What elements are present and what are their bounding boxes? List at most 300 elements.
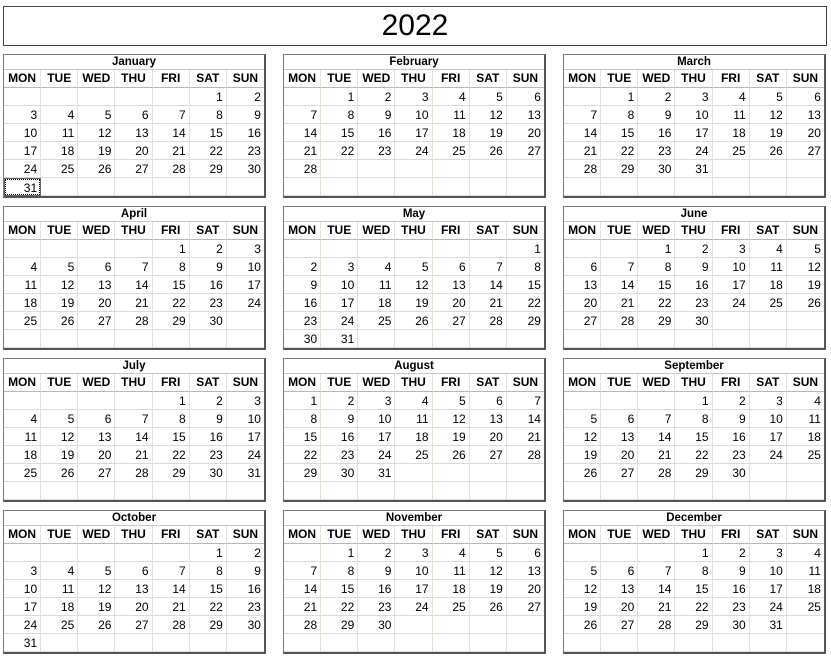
day-cell[interactable]: 28 bbox=[638, 616, 675, 634]
day-cell[interactable]: 6 bbox=[601, 562, 638, 580]
day-cell[interactable]: 9 bbox=[713, 410, 750, 428]
day-cell[interactable]: 10 bbox=[321, 276, 358, 294]
empty-cell[interactable] bbox=[190, 178, 227, 196]
day-cell[interactable]: 2 bbox=[190, 392, 227, 410]
day-cell[interactable]: 5 bbox=[395, 258, 432, 276]
empty-cell[interactable] bbox=[750, 160, 787, 178]
empty-cell[interactable] bbox=[470, 160, 507, 178]
day-cell[interactable]: 17 bbox=[4, 142, 41, 160]
day-cell[interactable]: 2 bbox=[190, 240, 227, 258]
day-cell[interactable]: 26 bbox=[395, 312, 432, 330]
day-cell[interactable]: 30 bbox=[675, 312, 712, 330]
day-cell[interactable]: 18 bbox=[4, 446, 41, 464]
day-cell[interactable]: 17 bbox=[395, 580, 432, 598]
day-cell[interactable]: 3 bbox=[358, 392, 395, 410]
day-cell[interactable]: 23 bbox=[227, 598, 264, 616]
day-cell[interactable]: 5 bbox=[78, 562, 115, 580]
day-cell[interactable]: 10 bbox=[4, 124, 41, 142]
empty-cell[interactable] bbox=[284, 544, 321, 562]
empty-cell[interactable] bbox=[227, 330, 264, 348]
day-cell[interactable]: 2 bbox=[713, 392, 750, 410]
day-cell[interactable]: 15 bbox=[675, 428, 712, 446]
empty-cell[interactable] bbox=[395, 482, 432, 500]
day-cell[interactable]: 18 bbox=[713, 124, 750, 142]
empty-cell[interactable] bbox=[470, 330, 507, 348]
empty-cell[interactable] bbox=[284, 240, 321, 258]
day-cell[interactable]: 6 bbox=[601, 410, 638, 428]
empty-cell[interactable] bbox=[433, 330, 470, 348]
day-cell[interactable]: 17 bbox=[358, 428, 395, 446]
day-cell[interactable]: 24 bbox=[358, 446, 395, 464]
day-cell[interactable]: 12 bbox=[564, 580, 601, 598]
day-cell[interactable]: 9 bbox=[358, 106, 395, 124]
day-cell[interactable]: 11 bbox=[713, 106, 750, 124]
day-cell[interactable]: 26 bbox=[433, 446, 470, 464]
empty-cell[interactable] bbox=[4, 544, 41, 562]
day-cell[interactable]: 17 bbox=[750, 428, 787, 446]
empty-cell[interactable] bbox=[78, 178, 115, 196]
empty-cell[interactable] bbox=[601, 544, 638, 562]
day-cell[interactable]: 11 bbox=[41, 124, 78, 142]
empty-cell[interactable] bbox=[433, 634, 470, 652]
day-cell[interactable]: 7 bbox=[507, 392, 544, 410]
day-cell[interactable]: 22 bbox=[153, 446, 190, 464]
day-cell[interactable]: 11 bbox=[433, 106, 470, 124]
day-cell[interactable]: 23 bbox=[713, 598, 750, 616]
empty-cell[interactable] bbox=[284, 88, 321, 106]
day-cell[interactable]: 20 bbox=[115, 142, 152, 160]
day-cell[interactable]: 6 bbox=[787, 88, 824, 106]
day-cell[interactable]: 21 bbox=[470, 294, 507, 312]
empty-cell[interactable] bbox=[601, 392, 638, 410]
day-cell[interactable]: 23 bbox=[638, 142, 675, 160]
day-cell[interactable]: 4 bbox=[4, 410, 41, 428]
empty-cell[interactable] bbox=[470, 240, 507, 258]
day-cell[interactable]: 21 bbox=[284, 142, 321, 160]
day-cell[interactable]: 18 bbox=[4, 294, 41, 312]
day-cell[interactable]: 8 bbox=[638, 258, 675, 276]
day-cell[interactable]: 31 bbox=[227, 464, 264, 482]
empty-cell[interactable] bbox=[601, 634, 638, 652]
day-cell[interactable]: 29 bbox=[675, 616, 712, 634]
empty-cell[interactable] bbox=[750, 330, 787, 348]
empty-cell[interactable] bbox=[564, 178, 601, 196]
day-cell[interactable]: 5 bbox=[787, 240, 824, 258]
day-cell[interactable]: 22 bbox=[675, 446, 712, 464]
day-cell[interactable]: 9 bbox=[284, 276, 321, 294]
day-cell[interactable]: 9 bbox=[638, 106, 675, 124]
day-cell[interactable]: 19 bbox=[41, 294, 78, 312]
day-cell[interactable]: 8 bbox=[321, 106, 358, 124]
day-cell[interactable]: 6 bbox=[115, 106, 152, 124]
day-cell[interactable]: 6 bbox=[78, 258, 115, 276]
empty-cell[interactable] bbox=[4, 240, 41, 258]
day-cell[interactable]: 31 bbox=[750, 616, 787, 634]
empty-cell[interactable] bbox=[78, 392, 115, 410]
empty-cell[interactable] bbox=[41, 634, 78, 652]
empty-cell[interactable] bbox=[638, 634, 675, 652]
day-cell[interactable]: 8 bbox=[190, 106, 227, 124]
day-cell[interactable]: 30 bbox=[190, 464, 227, 482]
day-cell[interactable]: 11 bbox=[4, 276, 41, 294]
day-cell[interactable]: 26 bbox=[470, 142, 507, 160]
day-cell[interactable]: 24 bbox=[321, 312, 358, 330]
day-cell[interactable]: 25 bbox=[395, 446, 432, 464]
day-cell[interactable]: 12 bbox=[787, 258, 824, 276]
day-cell[interactable]: 29 bbox=[153, 464, 190, 482]
empty-cell[interactable] bbox=[41, 544, 78, 562]
day-cell[interactable]: 22 bbox=[190, 142, 227, 160]
day-cell[interactable]: 19 bbox=[564, 598, 601, 616]
empty-cell[interactable] bbox=[470, 178, 507, 196]
day-cell[interactable]: 28 bbox=[601, 312, 638, 330]
empty-cell[interactable] bbox=[638, 392, 675, 410]
day-cell[interactable]: 17 bbox=[227, 428, 264, 446]
day-cell[interactable]: 20 bbox=[787, 124, 824, 142]
day-cell[interactable]: 9 bbox=[190, 410, 227, 428]
day-cell[interactable]: 10 bbox=[227, 410, 264, 428]
empty-cell[interactable] bbox=[41, 482, 78, 500]
day-cell[interactable]: 14 bbox=[284, 124, 321, 142]
day-cell[interactable]: 14 bbox=[153, 124, 190, 142]
empty-cell[interactable] bbox=[227, 178, 264, 196]
empty-cell[interactable] bbox=[713, 178, 750, 196]
day-cell[interactable]: 3 bbox=[227, 392, 264, 410]
day-cell[interactable]: 4 bbox=[358, 258, 395, 276]
day-cell[interactable]: 27 bbox=[115, 616, 152, 634]
day-cell[interactable]: 2 bbox=[358, 88, 395, 106]
day-cell[interactable]: 28 bbox=[470, 312, 507, 330]
day-cell[interactable]: 12 bbox=[470, 562, 507, 580]
day-cell[interactable]: 22 bbox=[675, 598, 712, 616]
day-cell[interactable]: 18 bbox=[433, 124, 470, 142]
day-cell[interactable]: 21 bbox=[284, 598, 321, 616]
day-cell[interactable]: 16 bbox=[638, 124, 675, 142]
empty-cell[interactable] bbox=[153, 482, 190, 500]
day-cell[interactable]: 10 bbox=[750, 562, 787, 580]
empty-cell[interactable] bbox=[787, 482, 824, 500]
empty-cell[interactable] bbox=[358, 330, 395, 348]
day-cell[interactable]: 20 bbox=[470, 428, 507, 446]
day-cell[interactable]: 30 bbox=[284, 330, 321, 348]
day-cell[interactable]: 3 bbox=[675, 88, 712, 106]
empty-cell[interactable] bbox=[675, 178, 712, 196]
day-cell[interactable]: 3 bbox=[750, 392, 787, 410]
empty-cell[interactable] bbox=[787, 160, 824, 178]
day-cell[interactable]: 7 bbox=[601, 258, 638, 276]
day-cell[interactable]: 23 bbox=[321, 446, 358, 464]
day-cell[interactable]: 14 bbox=[564, 124, 601, 142]
empty-cell[interactable] bbox=[227, 634, 264, 652]
day-cell[interactable]: 18 bbox=[395, 428, 432, 446]
empty-cell[interactable] bbox=[395, 616, 432, 634]
day-cell[interactable]: 24 bbox=[4, 160, 41, 178]
empty-cell[interactable] bbox=[153, 178, 190, 196]
empty-cell[interactable] bbox=[507, 464, 544, 482]
day-cell[interactable]: 8 bbox=[153, 410, 190, 428]
empty-cell[interactable] bbox=[321, 482, 358, 500]
day-cell[interactable]: 17 bbox=[4, 598, 41, 616]
empty-cell[interactable] bbox=[321, 634, 358, 652]
empty-cell[interactable] bbox=[115, 88, 152, 106]
empty-cell[interactable] bbox=[601, 240, 638, 258]
day-cell[interactable]: 27 bbox=[115, 160, 152, 178]
day-cell[interactable]: 7 bbox=[470, 258, 507, 276]
day-cell[interactable]: 19 bbox=[470, 124, 507, 142]
day-cell[interactable]: 1 bbox=[638, 240, 675, 258]
day-cell[interactable]: 16 bbox=[227, 580, 264, 598]
empty-cell[interactable] bbox=[358, 634, 395, 652]
day-cell[interactable]: 9 bbox=[358, 562, 395, 580]
day-cell[interactable]: 24 bbox=[713, 294, 750, 312]
empty-cell[interactable] bbox=[470, 464, 507, 482]
empty-cell[interactable] bbox=[787, 178, 824, 196]
day-cell[interactable]: 10 bbox=[675, 106, 712, 124]
day-cell[interactable]: 25 bbox=[4, 312, 41, 330]
day-cell[interactable]: 1 bbox=[507, 240, 544, 258]
day-cell[interactable]: 1 bbox=[153, 240, 190, 258]
day-cell[interactable]: 21 bbox=[638, 446, 675, 464]
empty-cell[interactable] bbox=[564, 634, 601, 652]
day-cell[interactable]: 27 bbox=[78, 312, 115, 330]
day-cell[interactable]: 31 bbox=[321, 330, 358, 348]
day-cell[interactable]: 13 bbox=[564, 276, 601, 294]
day-cell[interactable]: 7 bbox=[153, 562, 190, 580]
day-cell[interactable]: 1 bbox=[284, 392, 321, 410]
empty-cell[interactable] bbox=[321, 178, 358, 196]
day-cell[interactable]: 19 bbox=[750, 124, 787, 142]
day-cell[interactable]: 7 bbox=[115, 410, 152, 428]
day-cell[interactable]: 24 bbox=[4, 616, 41, 634]
day-cell[interactable]: 5 bbox=[41, 258, 78, 276]
day-cell[interactable]: 12 bbox=[395, 276, 432, 294]
day-cell[interactable]: 7 bbox=[638, 410, 675, 428]
day-cell[interactable]: 4 bbox=[41, 106, 78, 124]
empty-cell[interactable] bbox=[507, 160, 544, 178]
empty-cell[interactable] bbox=[601, 482, 638, 500]
empty-cell[interactable] bbox=[4, 392, 41, 410]
day-cell[interactable]: 24 bbox=[750, 598, 787, 616]
day-cell[interactable]: 27 bbox=[507, 142, 544, 160]
empty-cell[interactable] bbox=[115, 482, 152, 500]
day-cell[interactable]: 14 bbox=[115, 428, 152, 446]
empty-cell[interactable] bbox=[358, 160, 395, 178]
day-cell[interactable]: 14 bbox=[284, 580, 321, 598]
day-cell[interactable]: 10 bbox=[750, 410, 787, 428]
day-cell[interactable]: 5 bbox=[470, 88, 507, 106]
day-cell[interactable]: 7 bbox=[638, 562, 675, 580]
day-cell[interactable]: 24 bbox=[750, 446, 787, 464]
day-cell[interactable]: 25 bbox=[713, 142, 750, 160]
day-cell[interactable]: 15 bbox=[153, 428, 190, 446]
empty-cell[interactable] bbox=[115, 392, 152, 410]
empty-cell[interactable] bbox=[358, 482, 395, 500]
day-cell[interactable]: 7 bbox=[284, 106, 321, 124]
day-cell[interactable]: 6 bbox=[115, 562, 152, 580]
day-cell[interactable]: 28 bbox=[284, 616, 321, 634]
empty-cell[interactable] bbox=[115, 240, 152, 258]
day-cell[interactable]: 19 bbox=[564, 446, 601, 464]
day-cell[interactable]: 3 bbox=[227, 240, 264, 258]
day-cell[interactable]: 7 bbox=[115, 258, 152, 276]
empty-cell[interactable] bbox=[321, 240, 358, 258]
day-cell[interactable]: 19 bbox=[470, 580, 507, 598]
empty-cell[interactable] bbox=[507, 482, 544, 500]
empty-cell[interactable] bbox=[115, 544, 152, 562]
day-cell[interactable]: 1 bbox=[190, 544, 227, 562]
day-cell[interactable]: 7 bbox=[153, 106, 190, 124]
day-cell[interactable]: 20 bbox=[601, 598, 638, 616]
day-cell[interactable]: 30 bbox=[713, 464, 750, 482]
day-cell[interactable]: 28 bbox=[284, 160, 321, 178]
day-cell[interactable]: 13 bbox=[115, 124, 152, 142]
day-cell[interactable]: 4 bbox=[787, 392, 824, 410]
empty-cell[interactable] bbox=[4, 482, 41, 500]
day-cell[interactable]: 15 bbox=[190, 580, 227, 598]
day-cell[interactable]: 9 bbox=[713, 562, 750, 580]
day-cell[interactable]: 17 bbox=[713, 276, 750, 294]
day-cell[interactable]: 15 bbox=[321, 124, 358, 142]
day-cell[interactable]: 5 bbox=[750, 88, 787, 106]
day-cell[interactable]: 31 bbox=[4, 634, 41, 652]
empty-cell[interactable] bbox=[41, 88, 78, 106]
day-cell[interactable]: 4 bbox=[4, 258, 41, 276]
empty-cell[interactable] bbox=[507, 330, 544, 348]
day-cell[interactable]: 15 bbox=[601, 124, 638, 142]
empty-cell[interactable] bbox=[78, 330, 115, 348]
day-cell[interactable]: 20 bbox=[601, 446, 638, 464]
empty-cell[interactable] bbox=[41, 240, 78, 258]
day-cell[interactable]: 30 bbox=[190, 312, 227, 330]
empty-cell[interactable] bbox=[564, 482, 601, 500]
day-cell[interactable]: 14 bbox=[507, 410, 544, 428]
empty-cell[interactable] bbox=[358, 240, 395, 258]
day-cell[interactable]: 29 bbox=[675, 464, 712, 482]
day-cell[interactable]: 24 bbox=[675, 142, 712, 160]
day-cell[interactable]: 1 bbox=[321, 88, 358, 106]
day-cell[interactable]: 22 bbox=[190, 598, 227, 616]
day-cell[interactable]: 11 bbox=[358, 276, 395, 294]
day-cell[interactable]: 14 bbox=[470, 276, 507, 294]
empty-cell[interactable] bbox=[433, 464, 470, 482]
day-cell[interactable]: 30 bbox=[358, 616, 395, 634]
day-cell[interactable]: 8 bbox=[153, 258, 190, 276]
empty-cell[interactable] bbox=[284, 634, 321, 652]
day-cell[interactable]: 28 bbox=[153, 160, 190, 178]
day-cell[interactable]: 25 bbox=[787, 446, 824, 464]
empty-cell[interactable] bbox=[190, 634, 227, 652]
day-cell[interactable]: 16 bbox=[284, 294, 321, 312]
day-cell[interactable]: 9 bbox=[321, 410, 358, 428]
day-cell[interactable]: 21 bbox=[601, 294, 638, 312]
day-cell[interactable]: 11 bbox=[787, 562, 824, 580]
day-cell[interactable]: 8 bbox=[675, 410, 712, 428]
day-cell[interactable]: 15 bbox=[507, 276, 544, 294]
empty-cell[interactable] bbox=[41, 392, 78, 410]
day-cell[interactable]: 13 bbox=[115, 580, 152, 598]
day-cell[interactable]: 16 bbox=[713, 428, 750, 446]
day-cell[interactable]: 23 bbox=[358, 142, 395, 160]
day-cell[interactable]: 30 bbox=[638, 160, 675, 178]
empty-cell[interactable] bbox=[675, 482, 712, 500]
day-cell[interactable]: 15 bbox=[321, 580, 358, 598]
day-cell[interactable]: 28 bbox=[564, 160, 601, 178]
empty-cell[interactable] bbox=[115, 178, 152, 196]
day-cell[interactable]: 18 bbox=[750, 276, 787, 294]
empty-cell[interactable] bbox=[675, 330, 712, 348]
empty-cell[interactable] bbox=[750, 312, 787, 330]
day-cell[interactable]: 13 bbox=[507, 106, 544, 124]
empty-cell[interactable] bbox=[787, 330, 824, 348]
empty-cell[interactable] bbox=[507, 178, 544, 196]
day-cell[interactable]: 5 bbox=[564, 410, 601, 428]
empty-cell[interactable] bbox=[358, 178, 395, 196]
day-cell[interactable]: 26 bbox=[787, 294, 824, 312]
empty-cell[interactable] bbox=[564, 392, 601, 410]
day-cell[interactable]: 13 bbox=[78, 428, 115, 446]
empty-cell[interactable] bbox=[433, 482, 470, 500]
day-cell[interactable]: 16 bbox=[713, 580, 750, 598]
empty-cell[interactable] bbox=[284, 178, 321, 196]
day-cell[interactable]: 18 bbox=[787, 428, 824, 446]
day-cell[interactable]: 6 bbox=[564, 258, 601, 276]
day-cell[interactable]: 30 bbox=[321, 464, 358, 482]
day-cell[interactable]: 9 bbox=[227, 106, 264, 124]
day-cell[interactable]: 21 bbox=[638, 598, 675, 616]
empty-cell[interactable] bbox=[601, 330, 638, 348]
day-cell[interactable]: 8 bbox=[284, 410, 321, 428]
day-cell[interactable]: 13 bbox=[787, 106, 824, 124]
day-cell[interactable]: 27 bbox=[470, 446, 507, 464]
day-cell[interactable]: 19 bbox=[78, 598, 115, 616]
empty-cell[interactable] bbox=[433, 616, 470, 634]
empty-cell[interactable] bbox=[470, 482, 507, 500]
day-cell[interactable]: 27 bbox=[601, 464, 638, 482]
day-cell[interactable]: 4 bbox=[395, 392, 432, 410]
day-cell[interactable]: 17 bbox=[321, 294, 358, 312]
empty-cell[interactable] bbox=[78, 634, 115, 652]
day-cell[interactable]: 15 bbox=[675, 580, 712, 598]
day-cell[interactable]: 16 bbox=[321, 428, 358, 446]
empty-cell[interactable] bbox=[564, 240, 601, 258]
day-cell[interactable]: 16 bbox=[358, 580, 395, 598]
day-cell[interactable]: 12 bbox=[470, 106, 507, 124]
day-cell[interactable]: 13 bbox=[601, 580, 638, 598]
day-cell[interactable]: 3 bbox=[713, 240, 750, 258]
day-cell[interactable]: 30 bbox=[713, 616, 750, 634]
day-cell[interactable]: 28 bbox=[115, 464, 152, 482]
day-cell[interactable]: 26 bbox=[78, 160, 115, 178]
empty-cell[interactable] bbox=[470, 634, 507, 652]
empty-cell[interactable] bbox=[564, 330, 601, 348]
day-cell[interactable]: 5 bbox=[41, 410, 78, 428]
empty-cell[interactable] bbox=[433, 178, 470, 196]
empty-cell[interactable] bbox=[638, 544, 675, 562]
day-cell[interactable]: 26 bbox=[564, 616, 601, 634]
day-cell[interactable]: 3 bbox=[321, 258, 358, 276]
day-cell[interactable]: 4 bbox=[787, 544, 824, 562]
empty-cell[interactable] bbox=[78, 240, 115, 258]
day-cell[interactable]: 10 bbox=[227, 258, 264, 276]
day-cell[interactable]: 24 bbox=[227, 294, 264, 312]
day-cell[interactable]: 14 bbox=[638, 580, 675, 598]
day-cell[interactable]: 8 bbox=[507, 258, 544, 276]
day-cell[interactable]: 23 bbox=[284, 312, 321, 330]
day-cell[interactable]: 8 bbox=[321, 562, 358, 580]
day-cell[interactable]: 20 bbox=[507, 580, 544, 598]
day-cell[interactable]: 25 bbox=[433, 142, 470, 160]
day-cell[interactable]: 16 bbox=[190, 428, 227, 446]
